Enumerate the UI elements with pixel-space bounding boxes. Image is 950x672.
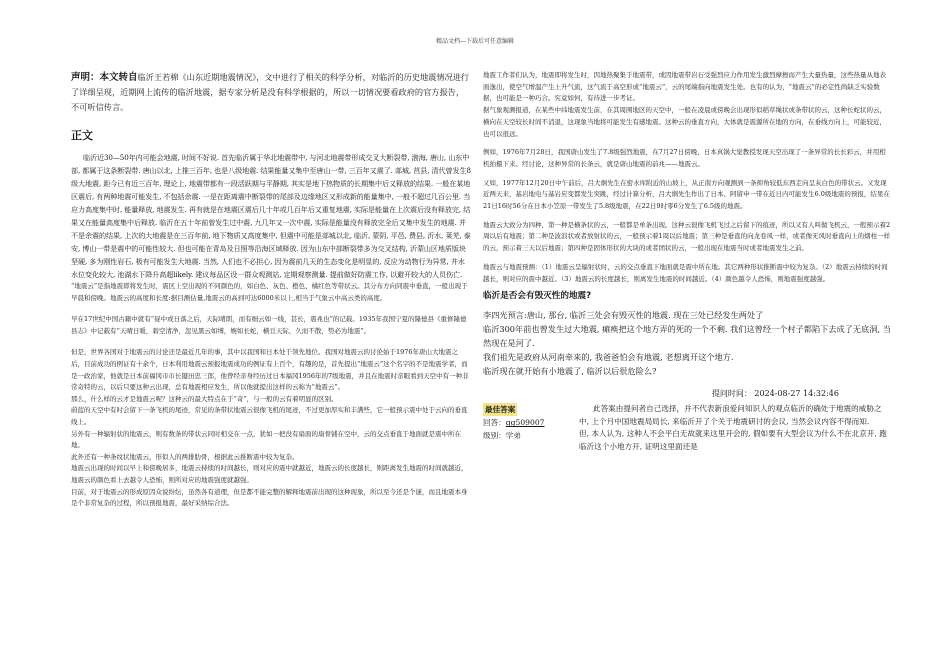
body-paragraph-5: 那么，什么样的云才是地震云呢？这种云的最大特点在于“奇”，与一般的云有着明显的区别。 [71, 394, 338, 403]
body-paragraph-8: 此外还有一种条纹状地震云，形似人的两排肋骨，根据此云推断震中较为复杂。 [71, 452, 299, 461]
header-note: 精品文档---下载后可任意编辑 [435, 38, 515, 45]
left-column [71, 70, 471, 665]
right-paragraph-5: 地震云大致分为四种，第一种是横条状的云，一般都是单条出现。这种云很像飞机飞过之后留下的痕迹，所以又有人叫做飞机云，一般预示着2周以后有地震；第二种是波浪状或者放射状的云，一般预示着1周以后地震；第三种是垂直的向龙卷风一样，或者像无风时垂直向上的烟柱一样的云，预示着三天以后地震；第四种是固体形状的大块的或者团状的云，一般出现在地震当时或者地震发生之前。 [483, 220, 891, 253]
body-paragraph-2: “地震云”是指地震即将发生时，震区上空出现的不同颜色的，如白色、灰色、橙色、橘红色等带状云。其分布方向同震中垂直，一般出现于早晨和傍晚。地震云的高度和长度:据目测估量,地震云的高到可达6000米以上,相当于气象云中高云类的高度。 [71, 282, 468, 302]
declaration-text: 临沂王若棉《山东近期地震情况》，文中进行了相关的科学分析，对临沂的历史地震情况进行了详细呈现，近期网上流传的临沂地震，据专家分析是没有科学根据的，所以一切情况要看政府的官方报告，不可听信传言。 [71, 72, 470, 112]
right-paragraph-2: 据气象观测报道，在某些中纬地震发生前，在其周围地区的天空中，一般在凌晨或傍晚会出现形似稻草绳状或条带状的云，这种长蛇状的云，横向在天空较长时间不消退，这现象当地将可能发生有感地震。这种云的垂直方向，大体就是震源所在地的方向，在垂线方向上，可能较近，也可以很远。 [483, 106, 886, 138]
best-answer-badge: 最佳答案 [485, 405, 516, 415]
right-paragraph-4: 又如，1977年12月20日中午前后，吕大炯先生在密水库附近的山坡上，从正南方向观测到一条抑角较低东西走向呈灰白色的带状云。又发现近两天来，基岩地电与基岩应变都发生突跳，经过计算分析，吕大炯先生作出了日本、阿留申一带在近日内可能发生6.0级地震的预报，结果在21日16时56分在日本小笠原一带发生了5.8级地震，在22日9时零6分发生了6.5级的地震。 [483, 178, 890, 211]
declaration [71, 70, 471, 115]
body-paragraph-9: 地震云出现的时间以早上和傍晚居多，地震云持续的时间越长，则对应的震中就越近，地震云的长度越长，则距离发生地震的时间就越近，地震云的颜色看上去越令人恐怖，则所对应的地震强度就越强。 [71, 464, 468, 484]
answer-text: 此答案由提问者自己选择，并不代表新浪爱问知识人的观点临沂的确处于地震的威胁之中, 上个月中国地震局局长, 来临沂开了个关于地震研讨的会议, 当然会议内容不得而知. 但, 本人认为, 这种人不会平白无故就来这里开会的, 假如要有大型会议为什么不在北京开, 跑临沂这个小地方开, 证明这里面还是 [579, 404, 887, 452]
question-title: 临沂是否会有毁灭性的地震? [483, 291, 592, 302]
body-paragraph-3: 早在17世纪中国古籍中就有“昼中或日落之后，天际晴朗，而有细云如一线，甚长，震兆也”的记载。1935年我国宁夏的隆德县《重修隆德县志》中记载有“天晴日暖，碧空清净，忽见黑云如缚，婉如长蛇，横亘天际，久而不散，势必为地震”。 [71, 315, 467, 335]
question-time [483, 388, 891, 399]
responder-level: 学弟 [505, 431, 521, 441]
declaration-label: 声明：本文转自 [71, 72, 138, 83]
question-time-label: 提问时间： [711, 389, 752, 399]
body-paragraph-10: 目前，对于地震云的形成原因众说纷纭，虽然各有道理，但是都不能完整的解释地震前出现的这种现象，所以至今还是个谜，而且地震本身是个非常复杂的过程，所以预报地震，最好采纳综合法。 [71, 487, 468, 508]
main-heading: 正文 [71, 129, 93, 142]
responder-link[interactable]: gg509007 [505, 418, 545, 428]
right-column [483, 70, 891, 665]
body-paragraph-7: 另外有一种辐射状的地震云，则有数条的带状云同时相交在一点，犹如一把没有扇面的扇骨铺在空中，云的交点垂直于地面就是震中所在地。 [71, 429, 461, 450]
body-paragraph-4: 但是，世界各国对于地震云的讨论还是最近几年的事，其中以我国和日本处于领先地位。我国对地震云的讨论始于1976年唐山大地震之后，目前成功的例证有十余个，日本利用地震云预报地震成功的例证有上百个，有趣的是，首先提出“地震云”这个名字的不是地震学者，而是一政治家，他就是日本前福冈市市长键田忠三郎，他曾经亲身经历过日本福冈1956年的7级地震，并且在地震时亲眼看到天空中有一种非常奇特的云，以后只要这种云出现，总有地震相应发生，所以他就提出这样的云称为“地震云”。 [71, 348, 469, 392]
question-body: 李四光预言:唐山, 那台, 临沂三处会有毁灭性的地震. 现在三处已经发生两处了 临沂300年前也曾发生过大地震, 瘫痪把这个地方弄的死的一个不剩. 我们这曾经一个村子都陷下去成了无底洞, 当然现在是河了. 我们祖先是政府从河南牵来的, 我爸爸怕会有地震, 老想离开这个地方. 临沂现在就开始有小地震了, 临沂以后很危险么? [483, 310, 891, 377]
answer-meta [483, 403, 579, 453]
question-time-value: 2024-08-27 14:32:46 [754, 389, 839, 399]
responder-label: 回答： [483, 418, 506, 428]
body-paragraph-6: 蔚蓝的天空中有时会留下一条飞机的尾迹，常见的条带状地震云很像飞机的尾迹，不过更加厚实和丰满些，它一般预示震中处于云向的垂直线上。 [71, 406, 468, 426]
right-paragraph-3: 例如，1976年7月28日，我国唐山发生了7.8级强烈地震，在7月27日傍晚，日本真锅大觉教授发现天空出现了一条异常的长长彩云，并用相机拍摄下来。经讨论，这种异常的长条云，就是唐山地震的前兆——地震云。 [483, 148, 886, 168]
right-paragraph-1: 地震工作者们认为，地震即将发生时，因地热聚集于地震带，或因地震带岩石受强烈应力作用发生激烈摩擦而产生大量热量，这些热量从地表面逸出，使空气增温产生上升气流，这气流于高空形成“地震云”，云的尾端指向地震发生处。也有的认为，“地震云”的必定性尚缺乏实验数据，也可能是一种巧合。究竟如何，有待进一步考证。 [483, 71, 886, 103]
body-paragraph-1: 临沂近30—50年内可能会地震, 时间不好说. 首先临沂属于华北地震带中, 与河北地震带形成交叉大断裂带, 渤海, 唐山, 山东中部, 都属于这条断裂带. 唐山以北, 上推三百年, 也是八级地震. 结果能量又集中至唐山一带, 三百年又震了. 郯城, 莒县, 清代曾发生8级大地震, 距今已有近三百年, 理论上, 地震带都有一段活跃期与平静期, 其实是地下热物质的长期集中后又释放的结果. 一般在某地区震后, 有两种地震可能发生, 不包括余震. 一是在距离震中断裂带的尾部及边缘地区又形成新的能量集中, 一般不超过几百公里. 当应力高度集中时, 能量释放, 地震发生. 再有就是在地震区震后几十年或几百年后又重复地震, 实际是能量在上次震后没有释放完, 结果又在能量高度集中后释放. 临沂在五十年前曾发生过中震, 九几年又一次中震, 实际是能量没有释放完全后又集中发生的地震. 并不是余震的结果, 上次的大地震是在三百年前, 地下物质又高度集中, 但震中可能是郯城以北, 临沂, 蒙阴, 平邑, 费县, 沂水, 莱芜, 泰安, 博山一带是震中的可能性较大. 但也可能在青岛及日照等沿海区域释放. 因为山东中部断裂带多为交叉结构, 沂蒙山区地质版块坚硬, 多为刚性岩石, 极有可能发生大地震. 当然, 人们也不必担心, 因为震前几天的生态变化是明显的, 反应为动物行为异常, 井水水位变化较大, 池湖水下降升高超likely. 建议每品区设一群众观测站, 定期观察测量. 提前做好防震工作, 以避开较大的人员伤亡. [71, 153, 471, 279]
answer-block [483, 403, 891, 453]
level-label: 级别： [483, 431, 506, 441]
right-paragraph-6: 地震云与地震预测：（1）地震云呈辐射状时，云的交点垂直下地面就是震中所在地。其它两种形状推断震中较为复杂。（2）地震云持续的时间越长，则对应的震中越近。（3）地震云的长度越长，则离发生地震的时间越近。（4）颜色越令人恐怖，则地震强度越强。 [483, 262, 888, 283]
